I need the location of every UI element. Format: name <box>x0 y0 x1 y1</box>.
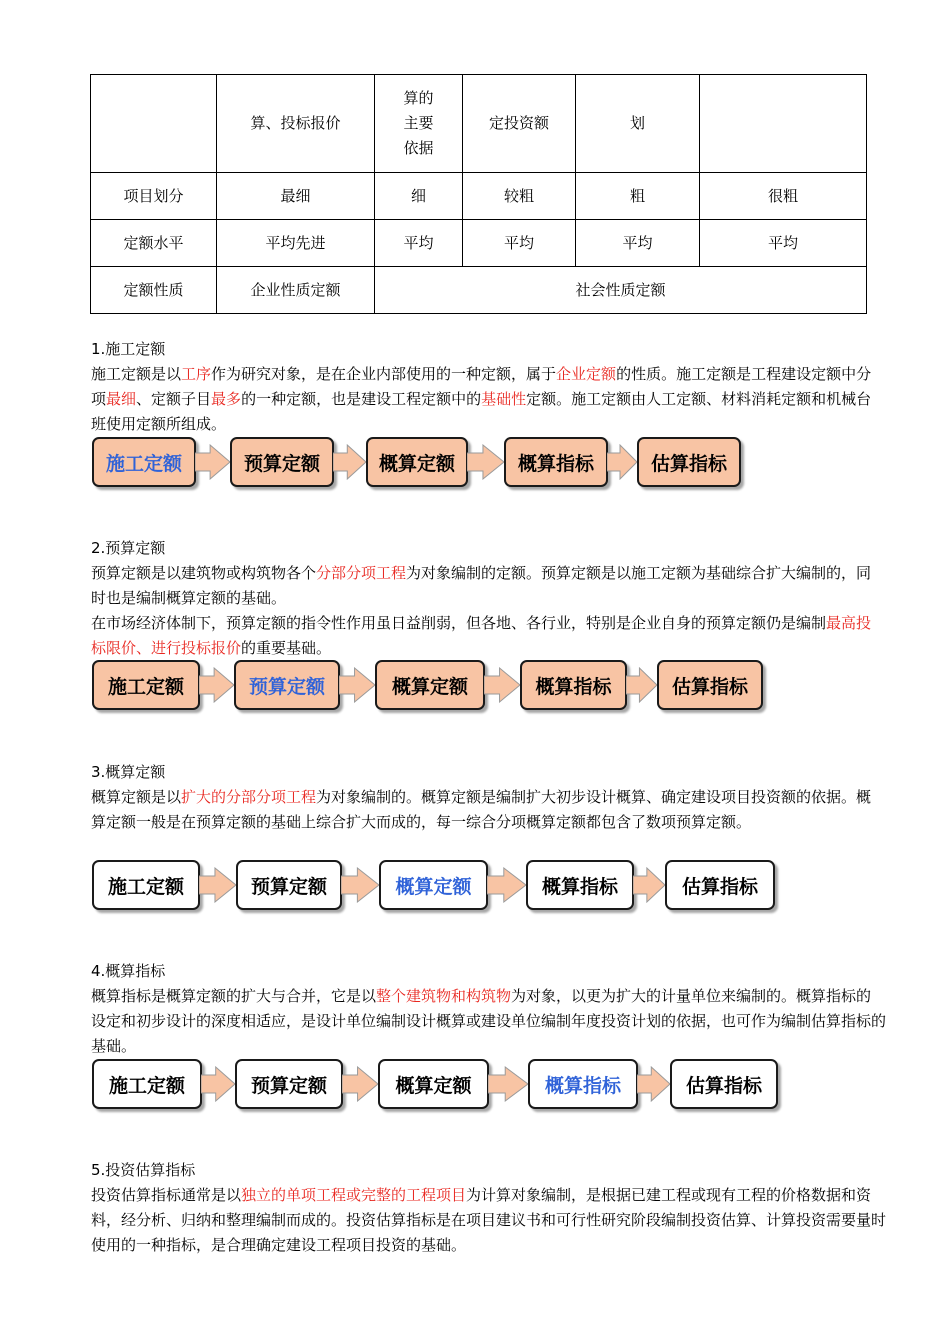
section-body <box>91 561 886 661</box>
table-cell: 算的 主要 依据 <box>375 75 463 173</box>
flow-box: 估算指标 <box>665 860 775 910</box>
table-cell: 平均先进 <box>217 220 375 267</box>
flow-arrow-icon <box>607 444 638 480</box>
flow-box: 概算指标 <box>526 860 634 910</box>
body-text: 概算指标是概算定额的扩大与合并，它是以 <box>91 987 377 1005</box>
paragraph <box>91 362 886 437</box>
flow-arrow-icon <box>488 1066 529 1102</box>
flow-arrow-icon <box>467 444 505 480</box>
body-text: 为计算对象编制，是根据已建工程或现有工程的价格数据和资料，经分析、归纳和整理编制而成的。投资估算指标是在项目建议书和可行性研究阶段编制投资估算、计算投资需要量时使用的一种指标，是合理确定建设工程项目投资的基础。 <box>91 1186 887 1254</box>
emphasis-text: 最高投标限价、进行投标报价 <box>91 614 872 657</box>
paragraph <box>91 611 886 661</box>
section-estimate-quota <box>91 760 886 835</box>
section-title: 1.施工定额 <box>91 340 166 358</box>
table-cell: 平均 <box>576 220 700 267</box>
flow-arrow-icon <box>341 867 380 903</box>
body-text: 在市场经济体制下，预算定额的指令性作用虽日益削弱，但各地、各行业，特别是企业自身的预算定额仍是编制 <box>91 614 827 632</box>
body-text: 作为研究对象，是在企业内部使用的一种定额，属于 <box>211 365 557 383</box>
paragraph <box>91 785 886 835</box>
emphasis-text: 独立的单项工程或完整的工程项目 <box>241 1186 467 1204</box>
flow-arrow-icon <box>633 867 666 903</box>
flow-box: 概算定额 <box>378 1059 489 1109</box>
section-title: 4.概算指标 <box>91 962 166 980</box>
table-cell: 算、投标报价 <box>217 75 375 173</box>
flow-arrow-icon <box>201 1066 236 1102</box>
table-row <box>91 173 867 220</box>
emphasis-text: 最多 <box>211 390 242 408</box>
body-text: 为对象编制的定额。预算定额是以施工定额为基础综合扩大编制的，同时也是编制概算定额的基础。 <box>91 564 872 607</box>
body-text: 的性质。施工定额是工程建设定额中分项 <box>91 365 872 408</box>
body-text: 预算定额是以建筑物或构筑物各个 <box>91 564 317 582</box>
paragraph <box>91 561 886 611</box>
flow-arrow-icon <box>339 667 376 703</box>
section-body <box>91 362 886 437</box>
emphasis-text: 企业定额 <box>556 365 617 383</box>
section-investment-estimate-index <box>91 1158 886 1258</box>
table-cell: 较粗 <box>463 173 576 220</box>
body-text: 施工定额是以 <box>91 365 182 383</box>
table-cell: 很粗 <box>700 173 867 220</box>
table-row <box>91 75 867 173</box>
flow-arrow-icon <box>484 667 521 703</box>
body-text: 投资估算指标通常是以 <box>91 1186 242 1204</box>
table-row <box>91 267 867 314</box>
table-cell: 企业性质定额 <box>217 267 375 314</box>
flow-arrow-icon <box>195 444 231 480</box>
flow-arrow-icon <box>637 1066 671 1102</box>
flow-arrow-icon <box>626 667 658 703</box>
body-text: 为对象，以更为扩大的计量单位来编制的。概算指标的设定和初步设计的深度相适应，是设计单位编制设计概算或建设单位编制年度投资计划的依据，也可作为编制估算指标的基础。 <box>91 987 887 1055</box>
section-budget-quota <box>91 536 886 661</box>
body-text: 的一种定额，也是建设工程定额中的 <box>241 390 482 408</box>
flow-box: 施工定额 <box>92 660 200 710</box>
table-cell: 划 <box>576 75 700 173</box>
emphasis-text: 分部分项工程 <box>316 564 407 582</box>
body-text: 、定额子目 <box>136 390 212 408</box>
emphasis-text: 工序 <box>181 365 212 383</box>
flow-box: 施工定额 <box>92 860 200 910</box>
flow-box-highlighted: 预算定额 <box>234 660 340 710</box>
body-text: 为对象编制的。概算定额是编制扩大初步设计概算、确定建设项目投资额的依据。概算定额一般是在预算定额的基础上综合扩大而成的，每一综合分项概算定额都包含了数项预算定额。 <box>91 788 872 831</box>
flow-box: 预算定额 <box>235 1059 343 1109</box>
flow-arrow-icon <box>333 444 367 480</box>
table-row-header: 定额水平 <box>91 220 217 267</box>
body-text: 定额。施工定额由人工定额、材料消耗定额和机械台班使用定额所组成。 <box>91 390 872 433</box>
table-cell <box>700 75 867 173</box>
flow-box: 预算定额 <box>230 437 334 487</box>
emphasis-text: 最细 <box>106 390 137 408</box>
section-body <box>91 984 886 1059</box>
emphasis-text: 基础性 <box>481 390 527 408</box>
paragraph <box>91 984 886 1059</box>
flow-arrow-icon <box>199 667 235 703</box>
body-text: 概算定额是以 <box>91 788 182 806</box>
table-row <box>91 220 867 267</box>
table-cell: 最细 <box>217 173 375 220</box>
flow-box: 估算指标 <box>637 437 741 487</box>
section-estimate-index <box>91 959 886 1059</box>
body-text: 的重要基础。 <box>241 639 332 657</box>
table-cell: 平均 <box>700 220 867 267</box>
flow-box: 施工定额 <box>92 1059 202 1109</box>
flow-box: 概算定额 <box>366 437 468 487</box>
flow-box-highlighted: 施工定额 <box>92 437 196 487</box>
section-body <box>91 785 886 835</box>
flow-box-highlighted: 概算定额 <box>379 860 488 910</box>
emphasis-text: 整个建筑物和构筑物 <box>376 987 512 1005</box>
section-title: 2.预算定额 <box>91 539 166 557</box>
section-body <box>91 1183 886 1258</box>
flow-box: 预算定额 <box>236 860 342 910</box>
section-title: 5.投资估算指标 <box>91 1161 196 1179</box>
section-construction-quota <box>91 337 886 437</box>
emphasis-text: 扩大的分部分项工程 <box>181 788 317 806</box>
paragraph <box>91 1183 886 1258</box>
table-cell: 定投资额 <box>463 75 576 173</box>
flow-arrow-icon <box>342 1066 379 1102</box>
table-cell: 粗 <box>576 173 700 220</box>
table-cell <box>91 75 217 173</box>
table-row-header: 定额性质 <box>91 267 217 314</box>
flow-box: 估算指标 <box>670 1059 778 1109</box>
table-cell: 细 <box>375 173 463 220</box>
table-row-header: 项目划分 <box>91 173 217 220</box>
section-title: 3.概算定额 <box>91 763 166 781</box>
flow-arrow-icon <box>487 867 527 903</box>
flow-box: 概算指标 <box>520 660 627 710</box>
flow-box: 概算指标 <box>504 437 608 487</box>
flow-arrow-icon <box>199 867 237 903</box>
quota-comparison-table <box>90 74 867 314</box>
table-cell-merged: 社会性质定额 <box>375 267 867 314</box>
table-cell: 平均 <box>375 220 463 267</box>
flow-box: 估算指标 <box>657 660 763 710</box>
flow-box-highlighted: 概算指标 <box>528 1059 638 1109</box>
table-cell: 平均 <box>463 220 576 267</box>
flow-box: 概算定额 <box>375 660 485 710</box>
